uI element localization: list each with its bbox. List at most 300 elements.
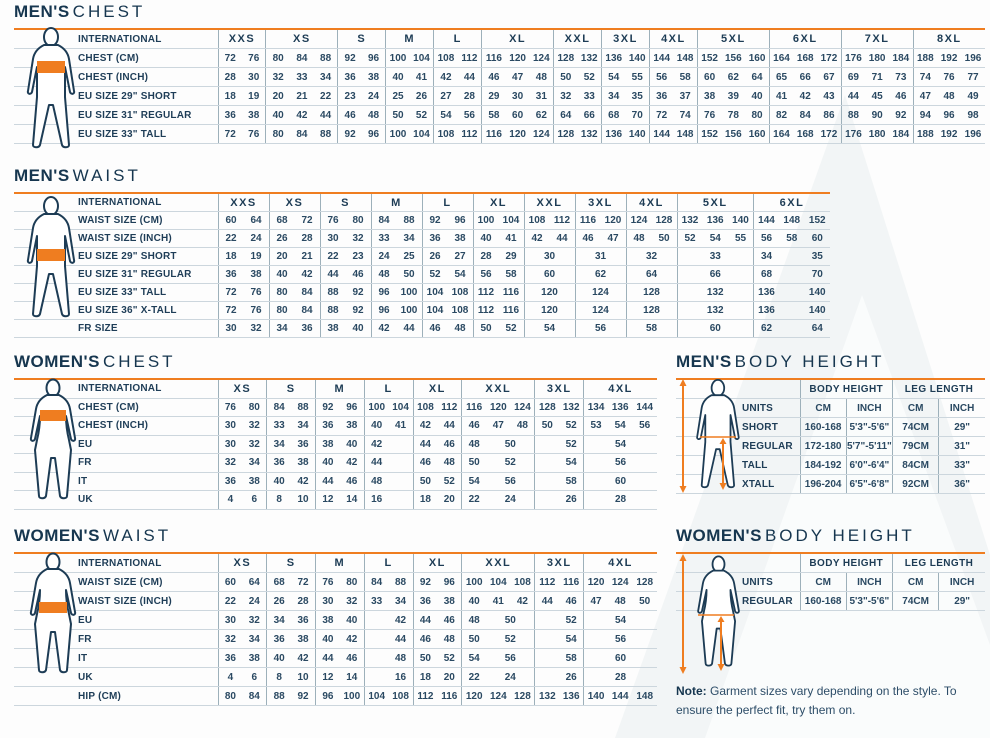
size-value: 50 [413, 472, 437, 491]
size-group-header: XS [218, 379, 267, 398]
size-value: 88 [320, 284, 346, 302]
size-value: 5'3"-5'6" [846, 592, 892, 611]
size-value: 34 [242, 454, 266, 473]
size-value: 108 [448, 284, 474, 302]
size-value: 192 [937, 49, 961, 68]
size-value: 22 [218, 592, 242, 611]
size-value: 144 [608, 687, 632, 706]
size-value: 76 [242, 49, 266, 68]
size-group-header: 3XL [535, 553, 584, 573]
size-group-header: XXS [218, 193, 269, 212]
header-label: INTERNATIONAL [14, 29, 218, 49]
size-value: 56 [486, 472, 535, 491]
size-value: 24 [244, 230, 270, 248]
size-value: 100 [473, 212, 499, 230]
size-value: 140 [805, 284, 831, 302]
size-value: 41 [499, 230, 525, 248]
size-value: 144 [632, 398, 657, 417]
section-womens-body-height [676, 526, 985, 676]
size-value: 124 [575, 284, 626, 302]
size-group-header: 7XL [841, 29, 913, 49]
size-value: 92 [889, 106, 913, 125]
size-value: 88 [841, 106, 865, 125]
table-row [14, 212, 830, 230]
size-value: 136 [559, 687, 583, 706]
size-value: 76 [244, 302, 270, 320]
size-value: 164 [769, 125, 793, 144]
size-value: 38 [316, 611, 340, 630]
size-value: 30 [218, 320, 244, 338]
size-value: 84 [290, 49, 314, 68]
size-value: 77 [961, 68, 985, 87]
size-value: 148 [673, 125, 697, 144]
size-value: 30 [524, 248, 575, 266]
size-value: 68 [754, 266, 780, 284]
size-value: 100 [340, 687, 364, 706]
size-value: 41 [486, 592, 510, 611]
row-label: CHEST (CM) [14, 398, 218, 417]
size-value: 108 [434, 49, 458, 68]
size-value: 33 [371, 230, 397, 248]
row-label: EU [14, 611, 218, 630]
size-value: 54 [559, 454, 583, 473]
size-value: 40 [364, 417, 388, 436]
size-group-header: 3XL [535, 379, 584, 398]
size-value: 100 [386, 125, 410, 144]
size-value: 88 [320, 302, 346, 320]
size-value: 50 [386, 106, 410, 125]
size-value: 184 [889, 125, 913, 144]
size-value: 48 [626, 230, 652, 248]
size-value: 86 [817, 106, 841, 125]
size-value: 48 [937, 87, 961, 106]
size-value: 33 [578, 87, 602, 106]
section-title [14, 166, 141, 186]
size-value: 84CM [893, 456, 939, 475]
table-row [14, 284, 830, 302]
size-value: 21 [295, 248, 321, 266]
size-value: 94 [913, 106, 937, 125]
size-value: 24 [242, 592, 266, 611]
size-value: 12 [316, 491, 340, 510]
section-mens-body-height [676, 352, 985, 497]
size-value: 27 [448, 248, 474, 266]
size-value: 38 [437, 592, 461, 611]
size-value: 26 [269, 230, 295, 248]
size-value: 58 [673, 68, 697, 87]
size-value: 32 [626, 248, 677, 266]
size-value: 76 [242, 125, 266, 144]
size-value: 23 [346, 248, 372, 266]
size-value: 120 [486, 398, 510, 417]
size-group-header: XL [413, 379, 462, 398]
size-value: 8 [267, 668, 291, 687]
size-value: 60 [584, 472, 657, 491]
size-group-header: LEG LENGTH [893, 379, 986, 399]
size-value: 40 [316, 454, 340, 473]
size-value: 120 [524, 284, 575, 302]
size-value: 96 [437, 573, 461, 592]
size-value: 128 [554, 49, 578, 68]
size-value [535, 435, 559, 454]
row-label: EU SIZE 33" TALL [14, 284, 218, 302]
size-value: 33" [939, 456, 985, 475]
size-value: 64 [242, 573, 266, 592]
size-value: 4 [218, 491, 242, 510]
size-value: 76 [316, 573, 340, 592]
size-value: 76 [937, 68, 961, 87]
size-value: 104 [389, 398, 413, 417]
row-label: REGULAR [676, 437, 800, 456]
size-value: 88 [397, 212, 423, 230]
size-value: 196 [961, 125, 985, 144]
size-value: 54 [434, 106, 458, 125]
size-value: 50 [413, 649, 437, 668]
size-value: 6 [242, 491, 266, 510]
size-value: 36 [413, 592, 437, 611]
size-value: 116 [437, 687, 461, 706]
section-womens-waist [14, 526, 657, 701]
size-value: 53 [584, 417, 608, 436]
note-label: Note: [676, 684, 707, 698]
size-value: 104 [486, 573, 510, 592]
table-row [14, 417, 657, 436]
size-value: 120 [506, 49, 530, 68]
size-value: 28 [584, 491, 657, 510]
size-group-header: BODY HEIGHT [800, 379, 893, 399]
size-value: 38 [242, 649, 266, 668]
size-value: 112 [413, 687, 437, 706]
size-value: 84 [267, 398, 291, 417]
size-value: 108 [413, 398, 437, 417]
size-value: 72 [291, 573, 315, 592]
size-group-header: XL [482, 29, 554, 49]
size-value: 56 [584, 630, 657, 649]
size-value: 36 [267, 630, 291, 649]
row-label: FR [14, 454, 218, 473]
size-group-header: 4XL [626, 193, 677, 212]
size-value: 74 [913, 68, 937, 87]
size-group-header: M [316, 553, 365, 573]
size-group-header: BODY HEIGHT [800, 553, 893, 573]
size-value: 46 [422, 320, 448, 338]
size-value: 58 [559, 649, 583, 668]
size-value: 156 [721, 125, 745, 144]
size-value: 70 [625, 106, 649, 125]
size-value: 44 [314, 106, 338, 125]
section-title [14, 526, 171, 546]
table-row [14, 649, 657, 668]
size-value: 34 [269, 320, 295, 338]
size-value: 116 [462, 398, 486, 417]
size-value: 84 [371, 212, 397, 230]
title-light: WAIST [102, 526, 172, 545]
size-value: 52 [422, 266, 448, 284]
size-value: 132 [677, 302, 754, 320]
size-value: 34 [389, 592, 413, 611]
size-value: 42 [291, 649, 315, 668]
size-value: 52 [499, 320, 525, 338]
size-value: 40 [745, 87, 769, 106]
size-value: 29 [499, 248, 525, 266]
size-value: 40 [462, 592, 486, 611]
size-value: 36 [649, 87, 673, 106]
size-value: 32 [242, 435, 266, 454]
row-label: EU SIZE 31" REGULAR [14, 266, 218, 284]
size-value: 40 [267, 472, 291, 491]
size-value: 60 [218, 573, 242, 592]
size-value: 32 [244, 320, 270, 338]
size-value: INCH [939, 399, 985, 418]
size-value: 40 [316, 630, 340, 649]
size-value: 30 [506, 87, 530, 106]
size-value: 92 [346, 284, 372, 302]
size-value: 29" [939, 418, 985, 437]
size-value: 128 [652, 212, 678, 230]
size-value: 72 [295, 212, 321, 230]
note-text [676, 682, 988, 719]
title-light: BODY HEIGHT [764, 526, 915, 545]
size-value: 25 [386, 87, 410, 106]
size-value: 38 [316, 435, 340, 454]
size-value: 26 [559, 668, 583, 687]
size-value: 10 [291, 668, 315, 687]
size-value: 68 [269, 212, 295, 230]
size-value: 168 [793, 49, 817, 68]
size-value: 168 [793, 125, 817, 144]
womens-chest-table [14, 378, 657, 510]
size-value [364, 630, 388, 649]
size-value: 128 [632, 573, 657, 592]
size-value: 72 [218, 302, 244, 320]
size-group-header: 3XL [602, 29, 650, 49]
size-value: 38 [697, 87, 721, 106]
size-value: 50 [535, 417, 559, 436]
size-value: 160-168 [800, 418, 846, 437]
size-value: 96 [371, 302, 397, 320]
row-label: CHEST (INCH) [14, 417, 218, 436]
title-bold: WOMEN'S [14, 352, 100, 371]
table-row [14, 302, 830, 320]
size-value [535, 649, 559, 668]
size-value: 32 [266, 68, 290, 87]
row-label: REGULAR [676, 592, 800, 611]
size-value: 26 [559, 491, 583, 510]
size-group-header: 4XL [584, 379, 657, 398]
size-value: 54 [584, 435, 657, 454]
size-value: 47 [913, 87, 937, 106]
size-value: 33 [677, 248, 754, 266]
size-group-header: S [320, 193, 371, 212]
row-label: SHORT [676, 418, 800, 437]
size-value: 34 [314, 68, 338, 87]
size-value: 60 [524, 266, 575, 284]
size-value: 104 [422, 284, 448, 302]
size-value: 10 [291, 491, 315, 510]
size-value: 96 [316, 687, 340, 706]
size-value [535, 668, 559, 687]
size-value: 54 [524, 320, 575, 338]
size-value: INCH [846, 573, 892, 592]
size-value: 88 [314, 49, 338, 68]
male-waist-figure-icon [20, 191, 82, 327]
size-group-header: M [371, 193, 422, 212]
size-value: 71 [865, 68, 889, 87]
size-value: 52 [559, 435, 583, 454]
size-value: 46 [437, 435, 461, 454]
table-row [14, 611, 657, 630]
size-value: 46 [338, 106, 362, 125]
size-value: 140 [728, 212, 754, 230]
size-value: 5'3"-5'6" [846, 418, 892, 437]
size-value: 39 [721, 87, 745, 106]
size-value: 84 [793, 106, 817, 125]
size-value: 124 [608, 573, 632, 592]
size-value [779, 284, 805, 302]
size-value: 42 [291, 472, 315, 491]
size-value: 92CM [893, 475, 939, 494]
size-value: 64 [244, 212, 270, 230]
size-value: 80 [218, 687, 242, 706]
table-row [14, 491, 657, 510]
size-value [535, 472, 559, 491]
table-row [14, 106, 985, 125]
size-value: 28 [218, 68, 242, 87]
size-value: 80 [269, 302, 295, 320]
size-value: 36 [267, 454, 291, 473]
size-value: 42 [511, 592, 535, 611]
size-value: 56 [632, 417, 657, 436]
size-value: 31 [575, 248, 626, 266]
size-value: 21 [290, 87, 314, 106]
size-value: 42 [295, 266, 321, 284]
size-value: 41 [410, 68, 434, 87]
female-waist-figure-icon [22, 551, 84, 679]
size-value: 160 [745, 49, 769, 68]
size-group-header: L [422, 193, 473, 212]
size-value: 36 [338, 68, 362, 87]
size-value: 18 [218, 248, 244, 266]
size-value: 47 [506, 68, 530, 87]
size-value: 100 [364, 398, 388, 417]
size-group-header: M [316, 379, 365, 398]
size-value: 40 [340, 611, 364, 630]
waist-band [37, 249, 65, 261]
size-group-header: L [364, 553, 413, 573]
size-value: 98 [961, 106, 985, 125]
size-value: 37 [673, 87, 697, 106]
size-value: 52 [578, 68, 602, 87]
size-value: 124 [626, 212, 652, 230]
size-value: 46 [889, 87, 913, 106]
size-value: 38 [244, 266, 270, 284]
size-value: 100 [397, 302, 423, 320]
size-value: 52 [486, 454, 535, 473]
waist-band [39, 602, 67, 613]
size-value: 44 [841, 87, 865, 106]
size-value: 44 [550, 230, 576, 248]
title-bold: WOMEN'S [14, 526, 100, 545]
size-value: 44 [413, 611, 437, 630]
size-value: 64 [805, 320, 831, 338]
size-value: 104 [422, 302, 448, 320]
size-value: 33 [364, 592, 388, 611]
size-value: 184-192 [800, 456, 846, 475]
size-value: 36 [291, 611, 315, 630]
size-value: 136 [608, 398, 632, 417]
size-group-header: XXS [218, 29, 266, 49]
size-group-header: XXL [462, 379, 535, 398]
size-value: 74 [673, 106, 697, 125]
size-value [535, 491, 559, 510]
table-row [14, 248, 830, 266]
size-value: 108 [448, 302, 474, 320]
row-label: IT [14, 649, 218, 668]
size-value: 108 [389, 687, 413, 706]
size-value: 55 [728, 230, 754, 248]
size-group-header: LEG LENGTH [893, 553, 986, 573]
size-value: 134 [584, 398, 608, 417]
size-value: 42 [290, 106, 314, 125]
size-value: 116 [482, 125, 506, 144]
size-value: 79CM [893, 437, 939, 456]
size-value: 56 [754, 230, 780, 248]
size-value: 38 [291, 630, 315, 649]
size-value: 152 [697, 49, 721, 68]
size-value: 56 [575, 320, 626, 338]
size-value: 42 [389, 611, 413, 630]
size-group-header: 3XL [575, 193, 626, 212]
size-value: 48 [362, 106, 386, 125]
size-value: 32 [340, 592, 364, 611]
size-value: 100 [386, 49, 410, 68]
size-value: 136 [754, 284, 780, 302]
size-value: 96 [448, 212, 474, 230]
size-value: 16 [364, 491, 388, 510]
row-label: FR [14, 630, 218, 649]
size-value: 40 [340, 435, 364, 454]
size-value: 6'0"-6'4" [846, 456, 892, 475]
size-value: 92 [346, 302, 372, 320]
size-value: 55 [625, 68, 649, 87]
size-value: 148 [673, 49, 697, 68]
size-value: 66 [677, 266, 754, 284]
section-title [14, 352, 176, 372]
size-value [535, 611, 559, 630]
size-value: 136 [602, 125, 626, 144]
size-value: 104 [410, 125, 434, 144]
size-value: 46 [413, 630, 437, 649]
table-row [14, 230, 830, 248]
size-value: 72 [649, 106, 673, 125]
size-value: 84 [242, 687, 266, 706]
size-value: 116 [575, 212, 601, 230]
size-value: 34 [267, 435, 291, 454]
size-value: 132 [677, 212, 703, 230]
size-value: 34 [602, 87, 626, 106]
size-value: 84 [295, 284, 321, 302]
size-value: 28 [295, 230, 321, 248]
row-label: CHEST (INCH) [14, 68, 218, 87]
title-bold: WOMEN'S [676, 526, 762, 545]
size-value: 76 [320, 212, 346, 230]
row-label: IT [14, 472, 218, 491]
size-value: 36 [422, 230, 448, 248]
size-value: 96 [937, 106, 961, 125]
size-value: 108 [524, 212, 550, 230]
size-value: 188 [913, 125, 937, 144]
size-value: 32 [346, 230, 372, 248]
